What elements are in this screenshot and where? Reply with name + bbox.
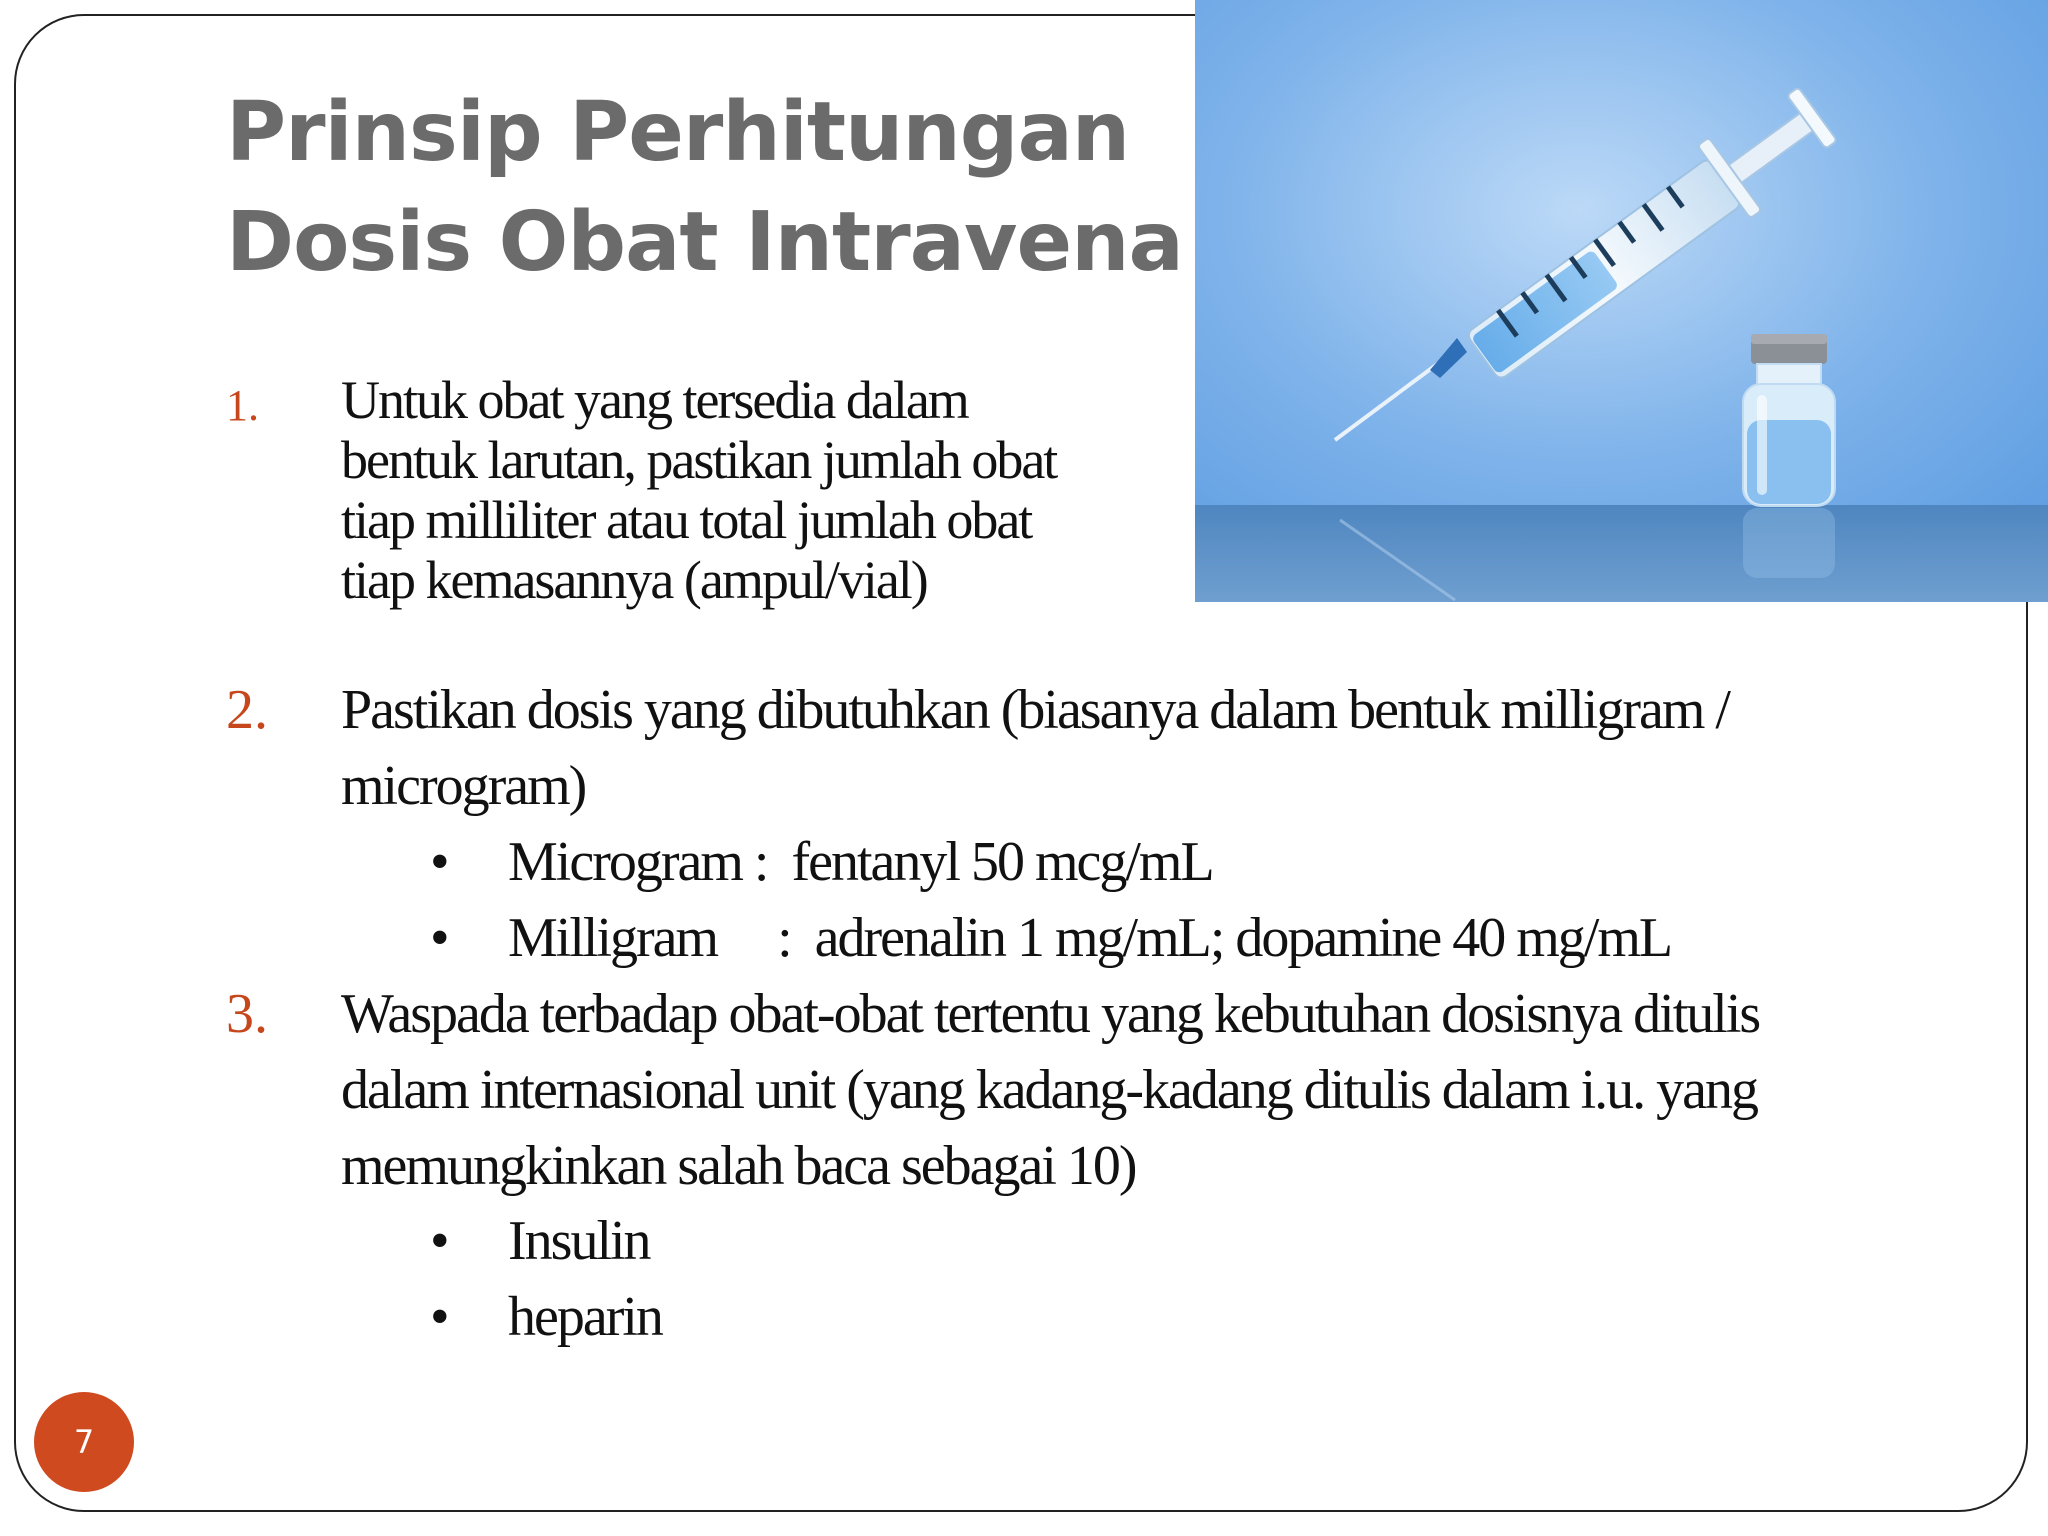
sub-bullet-text: Microgram : fentanyl 50 mcg/mL <box>508 831 1213 893</box>
list-item-3-line-3: memungkinkan salah baca sebagai 10) <box>341 1135 1136 1197</box>
page-number-badge: 7 <box>34 1392 134 1492</box>
list-item-3-line-2: dalam internasional unit (yang kadang-kadang ditulis dalam i.u. yang <box>341 1059 1758 1121</box>
slide-title-line-2: Dosis Obat Intravena <box>226 195 1183 290</box>
slide-title <box>226 78 1183 298</box>
sub-bullet-text: Insulin <box>508 1210 650 1272</box>
hero-illustration <box>1195 0 2048 602</box>
bullet-dot: • <box>430 907 448 969</box>
list-item-3-line-1: Waspada terbadap obat-obat tertentu yang kebutuhan dosisnya ditulis <box>341 983 1760 1045</box>
list-number-3: 3. <box>226 983 268 1045</box>
list-item-1-line-1: Untuk obat yang tersedia dalam <box>341 370 968 430</box>
list-number-1: 1. <box>226 381 259 430</box>
list-item-1-line-2: bentuk larutan, pastikan jumlah obat <box>341 430 1057 490</box>
list-item-2-line-1: Pastikan dosis yang dibutuhkan (biasanya dalam bentuk milligram / <box>341 679 1729 741</box>
list-item-1-line-3: tiap milliliter atau total jumlah obat <box>341 490 1032 550</box>
list-item-2-line-2: microgram) <box>341 755 586 817</box>
list-item-2-text <box>341 672 1981 824</box>
sub-bullet-text: heparin <box>508 1286 662 1348</box>
slide-title-line-1: Prinsip Perhitungan <box>226 85 1130 180</box>
bullet-dot: • <box>430 1210 448 1272</box>
bullet-dot: • <box>430 831 448 893</box>
sub-bullet-text: Milligram : adrenalin 1 mg/mL; dopamine 40 mg/mL <box>508 907 1672 969</box>
list-item-3-text <box>341 976 1981 1204</box>
list-number-2: 2. <box>226 679 268 741</box>
list-item-1-text <box>341 370 1056 610</box>
bullet-dot: • <box>430 1286 448 1348</box>
syringe-and-vial-icon <box>1195 0 2048 602</box>
list-item-1-line-4: tiap kemasannya (ampul/vial) <box>341 550 927 610</box>
